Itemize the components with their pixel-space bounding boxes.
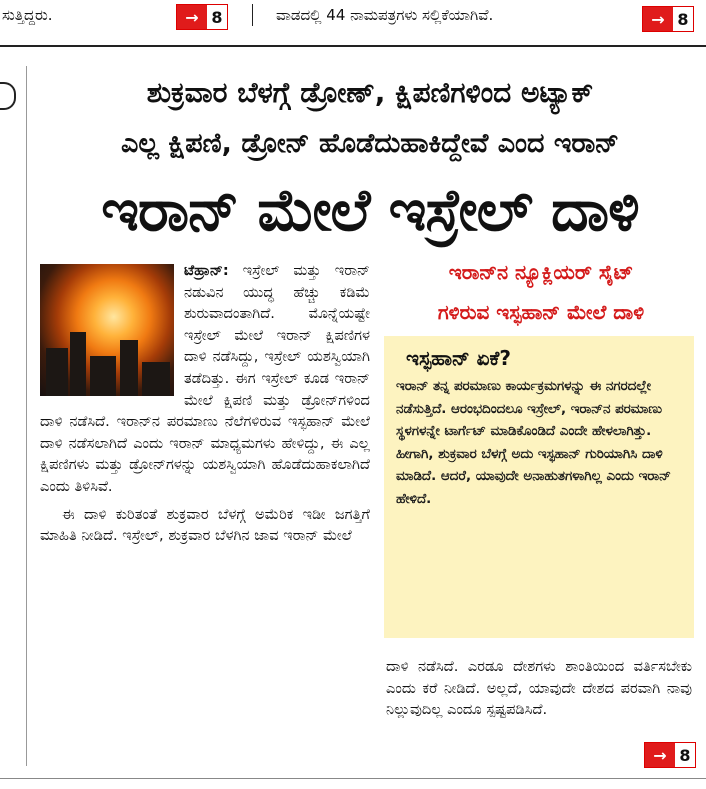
article-paragraph-1: ಇಸ್ರೇಲ್ ಮತ್ತು ಇರಾನ್ ನಡುವಿನ ಯುದ್ಧ ಹೆಚ್ಚು ಕಡಿಮೆ ಶುರುವಾದಂತಾಗಿದೆ. ಮೊನ್ನೆಯಷ್ಟೇ ಇಸ್ರೇಲ್ ಮೇಲೆ ಇರಾನ್ ಕ್ಷಿಪಣಿಗಳ ದಾಳಿ ನಡೆಸಿದ್ದು, ಇಸ್ರೇಲ್ ಯಶಸ್ವಿಯಾಗಿ ತಡೆದಿತ್ತು. ಈಗ ಇಸ್ರೇಲ್ ಕೂಡ ಇರಾನ್ ಮೇಲೆ ಕ್ಷಿಪಣಿ ಮತ್ತು ಡ್ರೋನ್‌ಗಳಿಂದ ದಾಳಿ ನಡೆಸಿದೆ. ಇರಾನ್‌ನ ಪರಮಾಣು ನೆಲೆಗಳಿರುವ ಇಸ್ಫಹಾನ್ ಮೇಲೆ ದಾಳಿ ನಡೆಸಲಾಗಿದೆ ಎಂದು ಇರಾನ್ ಮಾಧ್ಯಮಗಳು ಹೇಳಿದ್ದು, ಈ ಎಲ್ಲ ಕ್ಷಿಪಣಿಗಳು ಮತ್ತು ಡ್ರೋನ್‌ಗಳನ್ನು ಯಶಸ್ವಿಯಾಗಿ ಹೊಡೆದುಹಾಕಲಾಗಿದೆ ಎಂದು ತಿಳಿಸಿವೆ. [40,262,371,495]
arrow-right-icon: → [643,7,673,31]
arrow-right-icon: → [177,5,207,29]
continued-on-page-badge [644,742,696,768]
top-strip [0,0,706,50]
column-divider [252,4,253,26]
article-column-2: ದಾಳಿ ನಡೆಸಿದೆ. ಎರಡೂ ದೇಶಗಳು ಶಾಂತಿಯಿಂದ ವರ್ತಿಸಬೇಕು ಎಂದು ಕರೆ ನೀಡಿದೆ. ಅಲ್ಲದೆ, ಯಾವುದೇ ದೇಶದ ಪರವಾಗಿ ನಾವು ನಿಲ್ಲುವುದಿಲ್ಲ ಎಂದೂ ಸ್ಪಷ್ಟಪಡಿಸಿದೆ. [386,658,692,719]
sidebar-body: ಇರಾನ್ ತನ್ನ ಪರಮಾಣು ಕಾರ್ಯಕ್ರಮಗಳನ್ನು ಈ ನಗರದಲ್ಲೇ ನಡೆಸುತ್ತಿದೆ. ಆರಂಭದಿಂದಲೂ ಇಸ್ರೇಲ್, ಇರಾನ್‌ನ ಪರಮಾಣು ಸ್ಥಳಗಳನ್ನೇ ಟಾರ್ಗೆಟ್ ಮಾಡಿಕೊಂಡಿದೆ ಎಂದೇ ಹೇಳಲಾಗಿತ್ತು. ಹೀಗಾಗಿ, ಶುಕ್ರವಾರ ಬೆಳಗ್ಗೆ ಅದು ಇಸ್ಫಹಾನ್ ಗುರಿಯಾಗಿಸಿ ದಾಳಿ ಮಾಡಿದೆ. ಆದರೆ, ಯಾವುದೇ ಅನಾಹುತಗಳಾಗಿಲ್ಲ ಎಂದು ಇರಾನ್ ಹೇಳಿದೆ. [396,379,671,507]
subheadline-line-1: ಇರಾನ್‌ನ ನ್ಯೂಕ್ಲಿಯರ್ ಸೈಟ್ [448,260,634,284]
arrow-right-icon: → [645,743,675,767]
jump-page-number: 8 [677,9,689,29]
jump-to-page-badge [176,4,228,30]
adjacent-column-fragment [0,82,16,110]
section-rule-bottom [0,778,706,779]
article-column-1 [40,260,370,547]
headline-deck-2: ಎಲ್ಲ ಕ್ಷಿಪಣಿ, ಡ್ರೋನ್ ಹೊಡೆದುಹಾಕಿದ್ದೇವೆ ಎಂದ ಇರಾನ್ [120,128,619,159]
article-paragraph-2: ಈ ದಾಳಿ ಕುರಿತಂತೆ ಶುಕ್ರವಾರ ಬೆಳಗ್ಗೆ ಅಮೆರಿಕ ಇಡೀ ಜಗತ್ತಿಗೆ ಮಾಹಿತಿ ನೀಡಿದೆ. ಇಸ್ರೇಲ್, ಶುಕ್ರವಾರ ಬೆಳಗಿನ ಜಾವ ಇರಾನ್ ಮೇಲೆ [40,505,370,545]
section-rule-top [0,45,706,47]
sidebar-title: ಇಸ್ಫಹಾನ್ ಏಕೆ? [406,346,511,370]
previous-article-tail-right: ವಾಡದಲ್ಲಿ 44 ನಾಮಪತ್ರಗಳು ಸಲ್ಲಿಕೆಯಾಗಿವೆ. [276,6,494,24]
dateline: ಟೆಹ್ರಾನ್: [184,262,229,279]
explosion-photo [40,264,174,396]
main-headline: ಇರಾನ್ ಮೇಲೆ ಇಸ್ರೇಲ್ ದಾಳಿ [101,176,639,244]
headline-deck-1: ಶುಕ್ರವಾರ ಬೆಳಗ್ಗೆ ಡ್ರೋಣ್, ಕ್ಷಿಪಣಿಗಳಿಂದ ಅಟ್ಯಾಕ್ [146,76,594,109]
jump-page-number: 8 [679,745,691,765]
jump-to-page-badge [642,6,694,32]
column-rule-left [26,66,27,766]
previous-article-tail: ಸುತ್ತಿದ್ದರು. [2,6,53,24]
info-sidebar-box [384,336,694,638]
jump-page-number: 8 [211,7,223,27]
subheadline-line-2: ಗಳಿರುವ ಇಸ್ಫಹಾನ್ ಮೇಲೆ ದಾಳಿ [437,300,645,324]
